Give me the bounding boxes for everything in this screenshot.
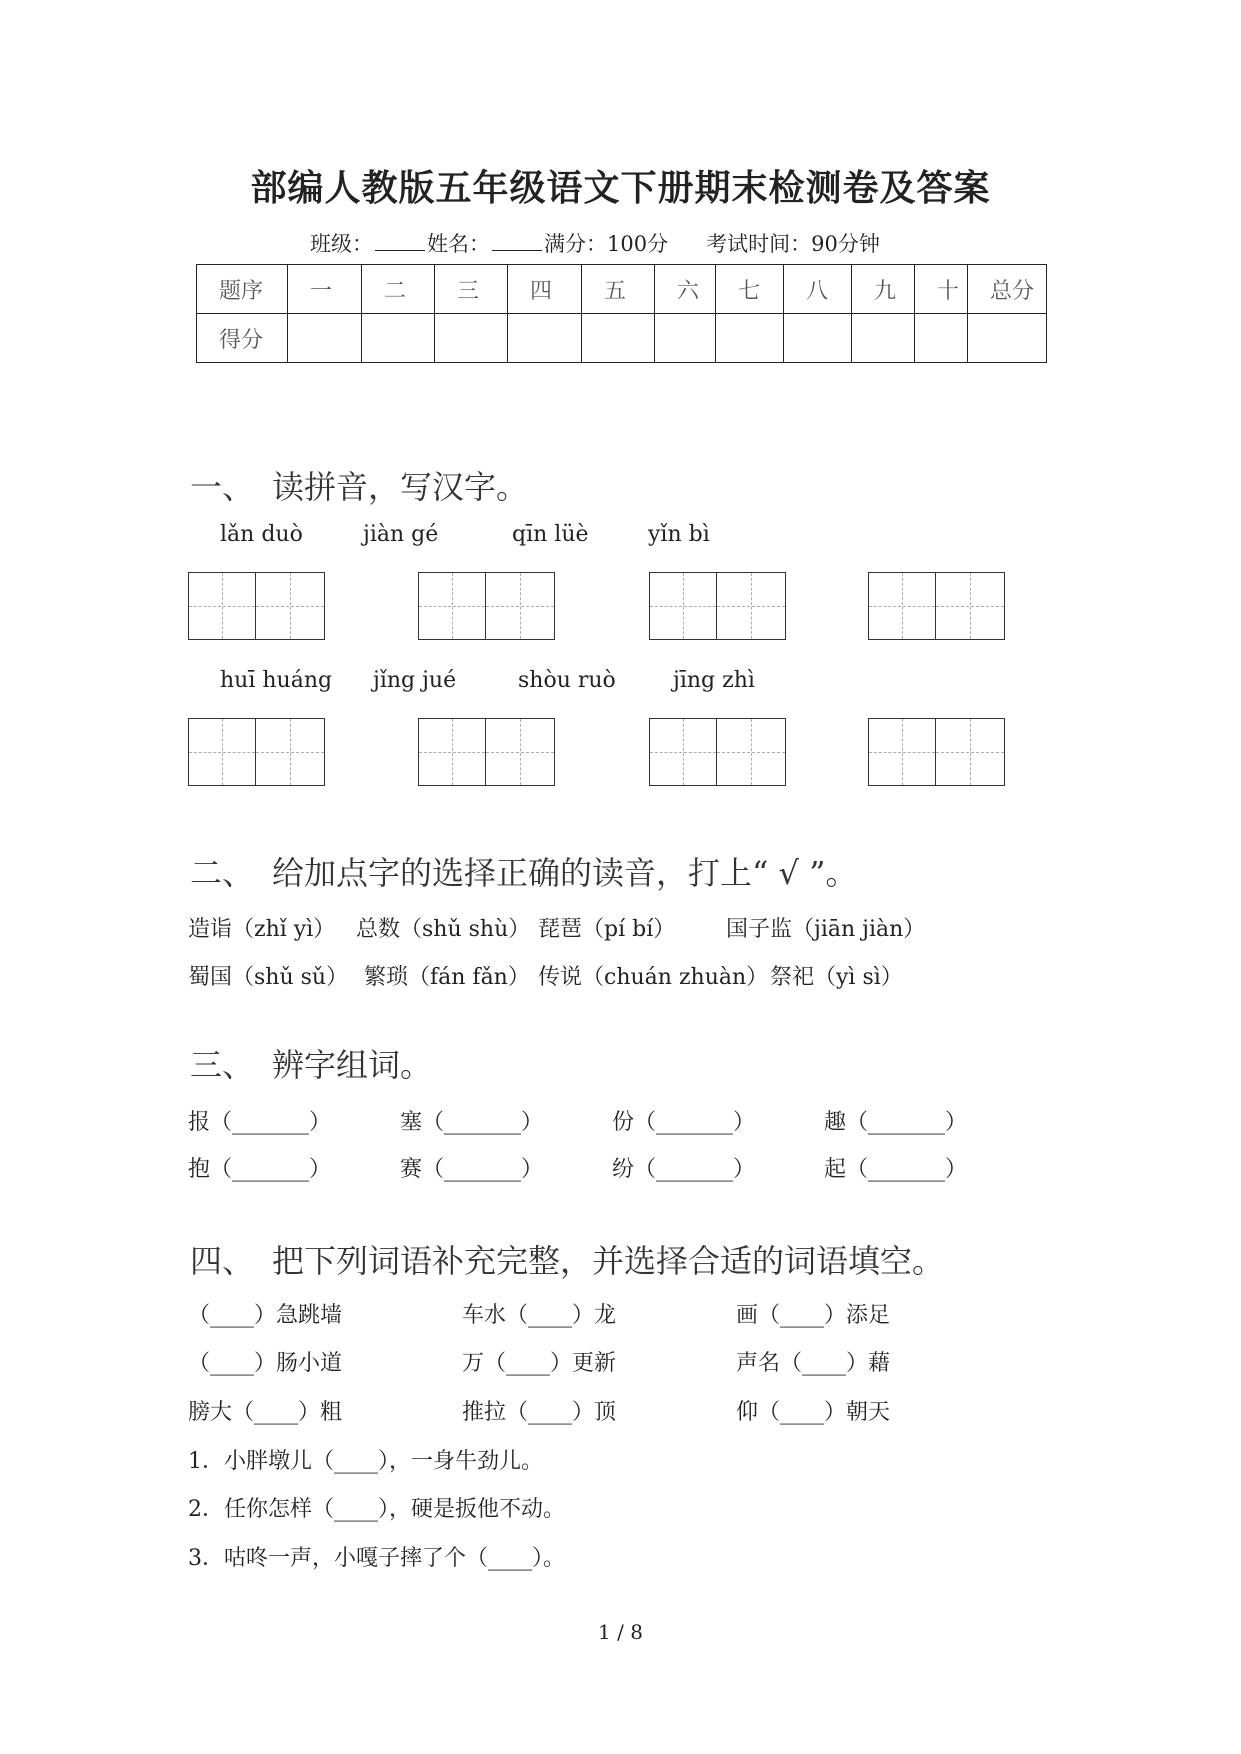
writing-cell[interactable] — [868, 718, 936, 786]
writing-cell[interactable] — [188, 718, 256, 786]
idiom-blank[interactable]: 声名（____）藉 — [736, 1351, 891, 1376]
option-item[interactable]: 蜀国（shǔ sǔ） — [188, 965, 349, 990]
writing-cell[interactable] — [868, 572, 936, 640]
word-blank[interactable]: 趣（_______） — [824, 1110, 968, 1135]
writing-grid[interactable] — [649, 718, 786, 786]
exam-time: 考试时间：90分钟 — [706, 232, 880, 256]
option-item[interactable]: 祭祀（yì sì） — [770, 965, 903, 990]
section-4-title: 把下列词语补充完整，并选择合适的词语填空。 — [272, 1242, 945, 1280]
word-blank[interactable]: 份（_______） — [612, 1110, 756, 1135]
score-header-cell: 五 — [582, 265, 655, 314]
score-table — [196, 264, 1047, 363]
writing-cell[interactable] — [486, 572, 555, 640]
idiom-blank[interactable]: 画（____）添足 — [736, 1303, 891, 1328]
score-row-label: 得分 — [197, 314, 288, 363]
option-item[interactable]: 繁琐（fán fǎn） — [364, 965, 530, 990]
section-4-heading — [190, 1236, 944, 1282]
idiom-blank[interactable]: 膀大（____）粗 — [188, 1400, 343, 1425]
full-score: 满分：100分 — [544, 232, 669, 256]
score-table-header-row — [197, 265, 1047, 314]
score-cell[interactable] — [288, 314, 362, 363]
pinyin-label: qīn lüè — [512, 522, 589, 547]
exam-meta — [310, 228, 880, 258]
writing-cell[interactable] — [649, 572, 717, 640]
section-4-number: 四、 — [190, 1242, 255, 1280]
class-label: 班级： — [310, 232, 373, 256]
page-title: 部编人教版五年级语文下册期末检测卷及答案 — [250, 167, 991, 209]
idiom-blank[interactable]: （____）急跳墙 — [188, 1303, 343, 1328]
option-item[interactable]: 琵琶（pí bí） — [538, 917, 676, 942]
writing-cell[interactable] — [717, 572, 786, 640]
idiom-blank[interactable]: 推拉（____）顶 — [462, 1400, 617, 1425]
writing-cell[interactable] — [188, 572, 256, 640]
writing-cell[interactable] — [418, 572, 486, 640]
option-item[interactable]: 传说（chuán zhuàn） — [538, 965, 769, 990]
idiom-blank[interactable]: 仰（____）朝天 — [736, 1400, 891, 1425]
section-2-number: 二、 — [190, 854, 255, 892]
pinyin-label: jīng zhì — [673, 668, 755, 693]
writing-grid[interactable] — [188, 572, 325, 640]
score-header-cell: 二 — [362, 265, 435, 314]
word-blank[interactable]: 纷（_______） — [612, 1157, 756, 1182]
writing-grid[interactable] — [868, 718, 1005, 786]
score-header-cell: 一 — [288, 265, 362, 314]
score-header-cell: 六 — [655, 265, 716, 314]
writing-cell[interactable] — [936, 718, 1005, 786]
writing-grid[interactable] — [418, 572, 555, 640]
writing-cell[interactable] — [256, 572, 325, 640]
fill-sentence[interactable]: 2．任你怎样（____），硬是扳他不动。 — [188, 1497, 565, 1522]
writing-cell[interactable] — [418, 718, 486, 786]
pinyin-label: jiàn gé — [363, 522, 439, 547]
score-cell[interactable] — [968, 314, 1047, 363]
writing-cell[interactable] — [717, 718, 786, 786]
section-1-title: 读拼音，写汉字。 — [272, 468, 529, 506]
section-2-heading — [190, 848, 857, 894]
name-blank[interactable] — [492, 249, 542, 251]
section-3-title: 辨字组词。 — [272, 1046, 433, 1084]
section-1-number: 一、 — [190, 468, 255, 506]
option-item[interactable]: 国子监（jiān jiàn） — [726, 917, 926, 942]
word-blank[interactable]: 赛（_______） — [400, 1157, 544, 1182]
word-blank[interactable]: 起（_______） — [824, 1157, 968, 1182]
writing-grid[interactable] — [649, 572, 786, 640]
score-header-cell: 七 — [716, 265, 784, 314]
pinyin-label: shòu ruò — [518, 668, 616, 693]
fill-sentence[interactable]: 1．小胖墩儿（____），一身牛劲儿。 — [188, 1449, 543, 1474]
option-item[interactable]: 造诣（zhǐ yì） — [188, 917, 336, 942]
writing-cell[interactable] — [936, 572, 1005, 640]
word-blank[interactable]: 塞（_______） — [400, 1110, 544, 1135]
score-header-cell: 十 — [915, 265, 968, 314]
score-cell[interactable] — [435, 314, 508, 363]
pinyin-label: yǐn bì — [648, 522, 710, 547]
writing-cell[interactable] — [649, 718, 717, 786]
score-header-cell: 题序 — [197, 265, 288, 314]
idiom-blank[interactable]: 万（____）更新 — [462, 1351, 617, 1376]
fill-sentence[interactable]: 3．咕咚一声，小嘎子摔了个（____）。 — [188, 1546, 565, 1571]
writing-cell[interactable] — [256, 718, 325, 786]
idiom-blank[interactable]: 车水（____）龙 — [462, 1303, 617, 1328]
score-header-cell: 四 — [508, 265, 582, 314]
score-cell[interactable] — [716, 314, 784, 363]
idiom-blank[interactable]: （____）肠小道 — [188, 1351, 343, 1376]
section-3-number: 三、 — [190, 1046, 255, 1084]
score-header-cell: 总分 — [968, 265, 1047, 314]
page-number: 1 / 8 — [598, 1620, 643, 1644]
section-2-title: 给加点字的选择正确的读音，打上“ √ ”。 — [272, 854, 858, 892]
score-header-cell: 三 — [435, 265, 508, 314]
score-cell[interactable] — [915, 314, 968, 363]
section-1-heading — [190, 462, 528, 508]
name-label: 姓名： — [427, 232, 490, 256]
writing-cell[interactable] — [486, 718, 555, 786]
word-blank[interactable]: 报（_______） — [188, 1110, 332, 1135]
score-cell[interactable] — [582, 314, 655, 363]
option-item[interactable]: 总数（shǔ shù） — [356, 917, 531, 942]
score-cell[interactable] — [655, 314, 716, 363]
pinyin-label: jǐng jué — [373, 668, 457, 693]
score-cell[interactable] — [508, 314, 582, 363]
pinyin-label: lǎn duò — [220, 522, 303, 547]
score-table-score-row — [197, 314, 1047, 363]
class-blank[interactable] — [375, 249, 425, 251]
writing-grid[interactable] — [868, 572, 1005, 640]
score-header-cell: 九 — [852, 265, 915, 314]
section-3-heading — [190, 1040, 432, 1086]
score-cell[interactable] — [852, 314, 915, 363]
pinyin-label: huī huáng — [220, 668, 333, 693]
score-cell[interactable] — [784, 314, 852, 363]
word-blank[interactable]: 抱（_______） — [188, 1157, 332, 1182]
score-cell[interactable] — [362, 314, 435, 363]
writing-grid[interactable] — [418, 718, 555, 786]
score-header-cell: 八 — [784, 265, 852, 314]
writing-grid[interactable] — [188, 718, 325, 786]
